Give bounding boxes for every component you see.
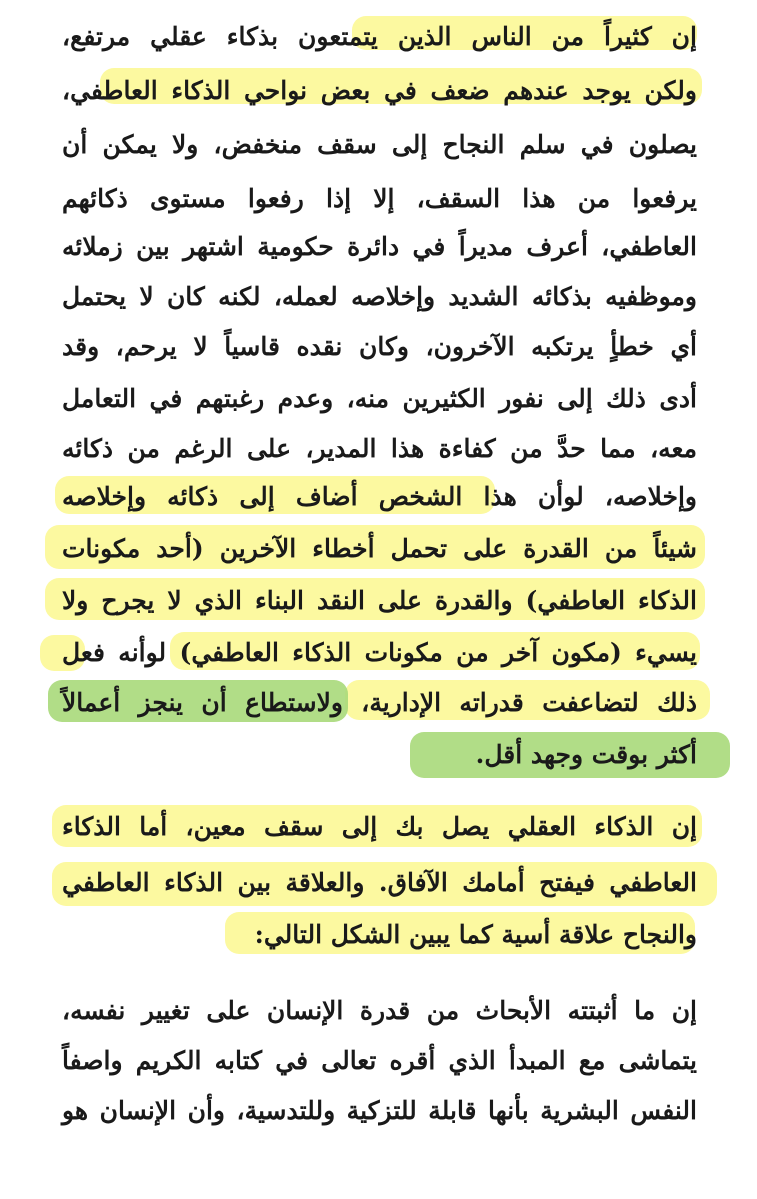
text-line: أدى ذلك إلى نفور الكثيرين منه، وعدم رغبتهم في التعامل — [62, 384, 697, 413]
text-line: الذكاء العاطفي) والقدرة على النقد البناء الذي لا يجرح ولا — [62, 586, 697, 615]
text-line: العاطفي، أعرف مديراً في دائرة حكومية اشتهر بين زملائه — [62, 232, 697, 261]
text-line: إن كثيراً من الناس الذين يتمتعون بذكاء عقلي مرتفع، — [62, 22, 697, 51]
text-line: ذلك لتضاعفت قدراته الإدارية، ولاستطاع أن ينجز أعمالاً — [62, 688, 697, 717]
text-line: يرفعوا من هذا السقف، إلا إذا رفعوا مستوى ذكائهم — [62, 184, 697, 213]
text-line: وإخلاصه، لوأن هذا الشخص أضاف إلى ذكائه وإخلاصه — [62, 482, 697, 511]
text-line: يتماشى مع المبدأ الذي أقره تعالى في كتابه الكريم واصفاً — [62, 1046, 697, 1075]
text-line: وموظفيه بذكائه الشديد وإخلاصه لعمله، لكنه كان لا يحتمل — [62, 282, 697, 311]
text-line: العاطفي فيفتح أمامك الآفاق. والعلاقة بين الذكاء العاطفي — [62, 868, 697, 897]
text-line: معه، مما حدَّ من كفاءة هذا المدير، على الرغم من ذكائه — [62, 434, 697, 463]
text-line: إن الذكاء العقلي يصل بك إلى سقف معين، أما الذكاء — [62, 812, 697, 841]
text-line: يصلون في سلم النجاح إلى سقف منخفض، ولا يمكن أن — [62, 130, 697, 159]
text-line: أي خطأٍ يرتكبه الآخرون، وكان نقده قاسياً لا يرحم، وقد — [62, 332, 697, 361]
text-line: يسيء (مكون آخر من مكونات الذكاء العاطفي) لوأنه فعل — [62, 638, 697, 667]
text-line: إن ما أثبتته الأبحاث من قدرة الإنسان على تغيير نفسه، — [62, 996, 697, 1025]
text-line: والنجاح علاقة أسية كما يبين الشكل التالي: — [254, 920, 697, 949]
text-line: النفس البشرية بأنها قابلة للتزكية وللتدسية، وأن الإنسان هو — [62, 1096, 697, 1125]
text-line: ولكن يوجد عندهم ضعف في بعض نواحي الذكاء العاطفي، — [62, 76, 697, 105]
text-line: أكثر بوقت وجهد أقل. — [475, 740, 697, 769]
text-line: شيئاً من القدرة على تحمل أخطاء الآخرين (أحد مكونات — [62, 534, 697, 563]
